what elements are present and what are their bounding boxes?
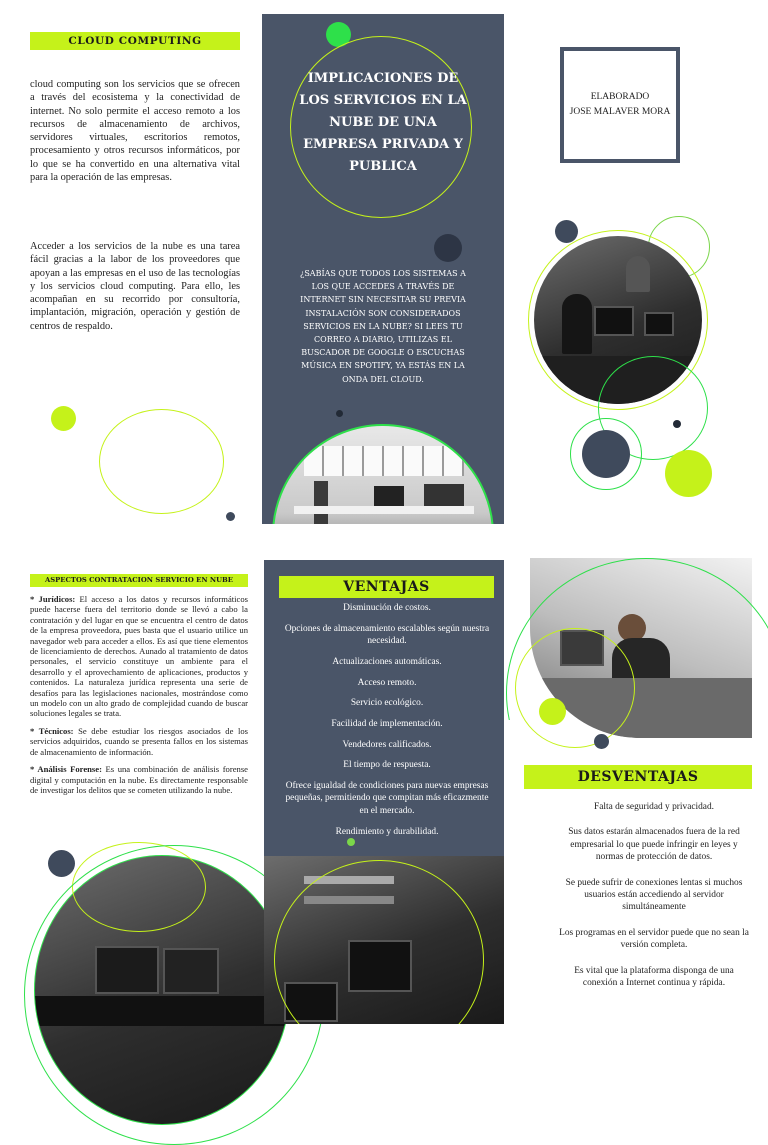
decor-dot-dark (555, 220, 578, 243)
cover-panel (262, 14, 504, 524)
decor-circle-lime (539, 698, 566, 725)
list-item: Ofrece igualdad de condiciones para nuevas empresas pequeñas, permitiendo que compitan más eficazmente en el mercado. (285, 781, 489, 816)
list-item: * Jurídicos: El acceso a los datos y recursos informáticos puede hacerse fuera del territorio donde se llevó a cabo la contratación y del lugar en que se encuentra el centro de datos de la empresa proveedora, pues basta que el usuario utilice un navegador web para acceder a ellos. Es así que tiene elementos de licenciamiento de derechos. Aunado al tratamiento de datos personales, el servicio constituye un ambiente para el desarrollo y el aprovechamiento de aplicaciones, productos y contenidos. La naturaleza jurídica representa una serie de desafíos para las legislaciones nacionales, mostrándose como un modelo con un alto grado de complejidad cuando de buscar soluciones legales se trata. (30, 594, 248, 719)
decor-dot-lime (347, 838, 355, 846)
list-item: Opciones de almacenamiento escalables según nuestra necesidad. (284, 623, 490, 647)
author-name: JOSE MALAVER MORA (569, 107, 671, 117)
decor-dot-dark (673, 420, 681, 428)
list-item: Se puede sufrir de conexiones lentas si muchos usuarios están accediendo al servidor simultáneamente (565, 877, 743, 913)
list-item: Falta de seguridad y privacidad. (593, 802, 714, 812)
list-item: * Análisis Forense: Es una combinación de análisis forense digital y computación en la nube. Es directamente responsable de investigar los delitos que se cometen utilizando la nube. (30, 764, 248, 795)
list-item: Actualizaciones automáticas. (332, 656, 442, 667)
author-box (560, 47, 680, 163)
decor-circle-lime (51, 406, 76, 431)
list-item: El tiempo de respuesta. (343, 760, 431, 771)
decor-ring-lime (515, 628, 635, 748)
cloud-question-text: ¿SABÍAS QUE TODOS LOS SISTEMAS A LOS QUE ACCEDES A TRAVÉS DE INTERNET SIN NECESITAR SU PREVIA INSTALACIÓN SON CONSIDERADOS SERVICIOS EN LA NUBE? SI LEES TU CORREO A DIARIO, UTILIZAS EL BUSCADOR DE GOOGLE O ESCUCHAS MÚSICA EN SPOTIFY, YA ESTÁS EN LA ONDA DEL CLOUD. (300, 269, 466, 384)
cloud-computing-heading-bar (30, 32, 240, 50)
aspectos-heading: ASPECTOS CONTRATACION SERVICIO EN NUBE (45, 576, 233, 584)
elaborado-label: ELABORADO (590, 92, 650, 102)
aspectos-list (30, 594, 248, 795)
list-item: Vendedores calificados. (342, 739, 432, 750)
decor-ring-lime (99, 409, 224, 514)
list-item: Servicio ecológico. (350, 698, 424, 709)
desventajas-heading-bar (524, 765, 752, 789)
decor-dot-dark (594, 734, 609, 749)
decor-dot-dark (434, 234, 462, 262)
decor-dot-dark (582, 430, 630, 478)
ventajas-heading-bar (279, 576, 494, 598)
cloud-computing-access: Acceder a los servicios de la nube es una tarea fácil gracias a la labor de los proveedores que apoyan a las empresas en el uso de las tecnologías y los servicios cloud computing. Para ello, les acompañan en su recorrido por consultoría, implantación, migración, operación y gestión de centros de respaldo. (30, 241, 240, 332)
ventajas-heading: VENTAJAS (343, 579, 430, 595)
decor-circle-lime (665, 450, 712, 497)
cover-title: IMPLICACIONES DE LOS SERVICIOS EN LA NUBE DE UNA EMPRESA PRIVADA Y PUBLICA (299, 71, 467, 174)
decor-dot-dark (48, 850, 75, 877)
list-item: Disminución de costos. (343, 603, 431, 613)
ventajas-list (282, 602, 492, 846)
list-item: Sus datos estarán almacenados fuera de la red empresarial lo que puede infringir en leyes y normas de protección de datos. (568, 827, 740, 863)
list-item: Acceso remoto. (357, 677, 417, 688)
aspectos-heading-bar (30, 574, 248, 587)
list-item: Los programas en el servidor puede que no sean la versión completa. (559, 927, 749, 951)
ventajas-panel (264, 560, 504, 1024)
office-photo (272, 424, 494, 524)
cloud-computing-intro: cloud computing son los servicios que se ofrecen a través del ecosistema y la conectividad de internet. No solo permite el acceso remoto a los recursos de almacenamiento de archivos, servidores virtuales, escritorios remotos, procesamiento y otros recursos informáticos, por lo que se ha convertido en una alternativa vital para la operación de las empresas. (30, 79, 240, 184)
cloud-computing-heading: CLOUD COMPUTING (68, 35, 202, 47)
list-item: Es vital que la plataforma disponga de una conexión a Internet continua y rápida. (574, 965, 734, 989)
list-item: * Técnicos: Se debe estudiar los riesgos asociados de los servicios adquiridos, cuando se presenta fallos en los sistemas de almacenamiento de información. (30, 725, 249, 757)
decor-dot-dark (226, 512, 235, 521)
desventajas-list (556, 801, 752, 998)
decor-dot-dark (336, 410, 343, 417)
list-item: Rendimiento y durabilidad. (335, 826, 439, 837)
desventajas-heading: DESVENTAJAS (577, 769, 699, 785)
list-item: Facilidad de implementación. (331, 718, 443, 729)
